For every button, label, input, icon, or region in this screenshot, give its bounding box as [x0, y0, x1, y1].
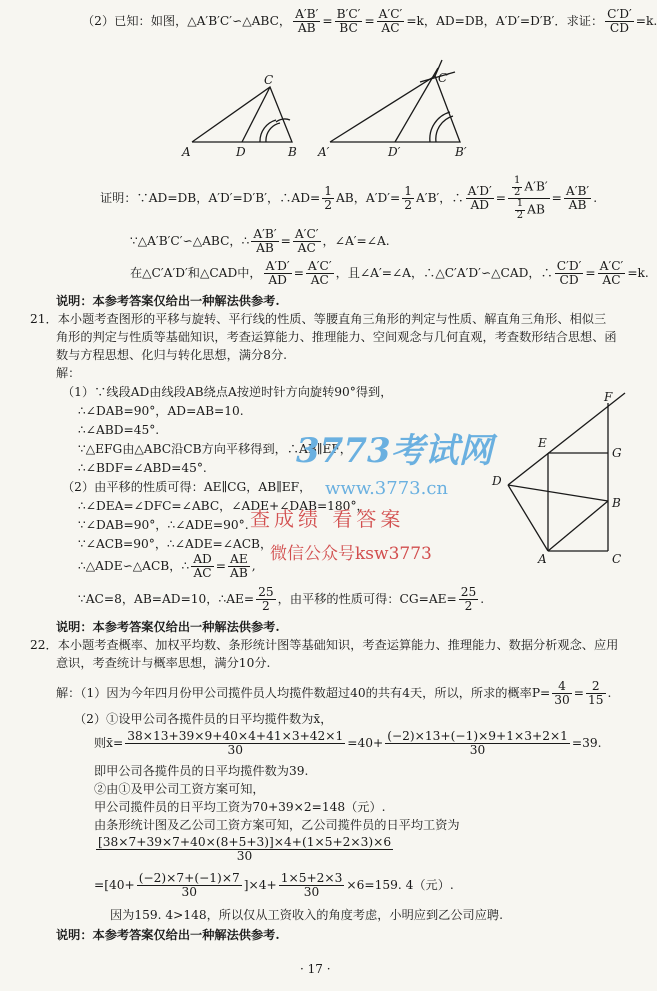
- note-2: 说明：本参考答案仅给出一种解法供参考.: [56, 620, 280, 634]
- q22-step: $\frac{[38\times 7+39\times 7+40\times(8+5+3)]\times 4+(1\times 5+2\times 3)\times 6}{30}$: [98, 835, 392, 863]
- q21-step: （2）由平移的性质可得：AE∥CG，AB∥EF，: [62, 480, 312, 494]
- q22-step: 解：（1）因为今年四月份甲公司揽件员人均揽件数超过40的共有4天，所以，所求的概率P= $\frac{4}{30}$ = $\frac{2}{15}$ .: [56, 679, 612, 707]
- label-a: A: [182, 145, 191, 159]
- q22-step: 由条形统计图及乙公司工资方案可知，乙公司揽件员的日平均工资为: [94, 818, 460, 832]
- fraction: $\frac{C'D'}{CD}$: [607, 7, 632, 35]
- q22-line-2: 意识，考查统计与概率思想，满分10分.: [56, 656, 271, 670]
- arc-mark: [266, 123, 280, 142]
- fraction: $\frac{A'C'}{AC}$: [378, 7, 403, 35]
- label-c: C: [612, 552, 622, 566]
- label-b1: B′: [455, 145, 467, 159]
- triangle-figures: [180, 60, 640, 170]
- q21-step: （1）∵线段AD由线段AB绕点A按逆时针方向旋转90°得到，: [62, 385, 393, 399]
- part2-intro: （2）已知：如图，△A′B′C′∽△ABC，: [82, 13, 292, 28]
- label-f: F: [604, 390, 613, 404]
- q22-step: =[40+ $\frac{(-2)\times 7+(-1)\times 7}{30}$ ]×4+ $\frac{1\times 5+2\times 3}{30}$ ×6=159. 4（元）.: [94, 871, 454, 899]
- label-a: A: [538, 552, 547, 566]
- triangle-a1b1c1: [330, 76, 460, 142]
- q22-step: 即甲公司各揽件员的日平均揽件数为39.: [94, 764, 309, 778]
- label-d1: D′: [388, 145, 401, 159]
- q22-step: ②由①及甲公司工资方案可知，: [94, 782, 265, 796]
- watermark-site: 3773考试网: [296, 431, 493, 471]
- note-1: 说明：本参考答案仅给出一种解法供参考.: [56, 294, 280, 308]
- q21-line-3: 数与方程思想、化归与转化思想，满分8分.: [56, 348, 288, 362]
- fraction: $\frac{A'B'}{AB}$: [295, 7, 319, 35]
- label-d: D: [492, 474, 502, 488]
- q21-line-1: 21．本小题考查图形的平移与旋转、平行线的性质、等腰直角三角形的判定与性质、解直角三角形、相似三: [30, 312, 607, 326]
- part2-statement: （2）已知：如图，△A′B′C′∽△ABC， $\frac{A'B'}{AB}$ = $\frac{B'C'}{BC}$ = $\frac{A'C'}{AC}$ =k，AD=DB，A′D′=D′B′．求证： $\frac{C'D'}{CD}$ =k.: [82, 7, 657, 35]
- label-c1: C′: [438, 71, 450, 85]
- q21-step: ∵△EFG由△ABC沿CB方向平移得到，∴AB∥EF，: [78, 442, 352, 456]
- label-a1: A′: [318, 145, 330, 159]
- proof-line-3: 在△C′A′D′和△CAD中， $\frac{A'D'}{AD}$ = $\frac{A'C'}{AC}$ ，且∠A′=∠A，∴△C′A′D′∽△CAD，∴ $\frac{C'D'}{CD}$ = $\frac{A'C'}{AC}$ =k.: [130, 259, 649, 287]
- triangle-abc: [192, 87, 292, 142]
- arc-mark: [436, 116, 453, 142]
- segment-ab: [548, 501, 608, 551]
- note-3: 说明：本参考答案仅给出一种解法供参考.: [56, 928, 280, 942]
- watermark-line-1: 查成绩 看答案: [250, 507, 405, 531]
- rotation-figure: [480, 385, 650, 570]
- q21-step: ∵∠ACB=90°，∴∠ADE=∠ACB，: [78, 537, 273, 551]
- q21-line-2: 角形的判定与性质等基础知识，考查运算能力、推理能力、空间观念与几何直观，考查数形结合思想、函: [56, 330, 617, 344]
- fraction: $\frac{B'C'}{BC}$: [336, 7, 361, 35]
- label-d: D: [236, 145, 246, 159]
- label-c: C: [264, 73, 274, 87]
- q21-step: ∵∠DAB=90°，∴∠ADE=90°.: [78, 518, 249, 532]
- segment-da: [508, 485, 548, 551]
- label-g: G: [612, 446, 622, 460]
- q22-line-1: 22．本小题考查概率、加权平均数、条形统计图等基础知识，考查运算能力、推理能力、数据分析观念、应用: [30, 638, 619, 652]
- q22-step: 因为159. 4>148，所以仅从工资收入的角度考虑，小明应到乙公司应聘.: [110, 908, 503, 922]
- q22-step: 甲公司揽件员的日平均工资为70+39×2=148（元）.: [94, 800, 386, 814]
- q21-step: ∴∠BDF=∠ABD=45°.: [78, 461, 207, 475]
- label-b: B: [288, 145, 297, 159]
- q22-step: （2）①设甲公司各揽件员的日平均揽件数为x̄，: [74, 712, 333, 726]
- q21-step: ∴∠DAB=90°，AD=AB=10.: [78, 404, 244, 418]
- label-b: B: [612, 496, 621, 510]
- arc-mark: [430, 112, 450, 142]
- segment-cd: [242, 87, 270, 142]
- q21-sol-label: 解：: [56, 366, 81, 380]
- proof-line-1: 证明：∵AD=DB，A′D′=D′B′，∴AD= $\frac{1}{2}$ AB，A′D′= $\frac{1}{2}$ A′B′，∴ $\frac{A'D'}{AD}$ = $\frac{1}{2}$ A′B′ $\frac{1}{2}$ AB = $\frac{A'B'}{AB}$ .: [100, 175, 598, 221]
- q21-step: ∴∠DEA=∠DFC=∠ABC，∠ADE+∠DAB=180°，: [78, 499, 369, 513]
- q22-step: 则x̄= $\frac{38\times 13+39\times 9+40\times 4+41\times 3+42\times 1}{30}$ =40+ $\frac{(-2)\times 13+(-1)\times 9+1\times 3+2\times 1}{30}$ =39.: [94, 729, 602, 757]
- watermark-url: www.3773.cn: [325, 478, 449, 499]
- segment-db: [508, 485, 608, 501]
- watermark-line-2: 微信公众号ksw3773: [270, 544, 432, 564]
- q21-step: ∴△ADE∽△ACB，∴ $\frac{AD}{AC}$ = $\frac{AE}{AB}$ ,: [78, 552, 256, 580]
- page-number: · 17 ·: [300, 962, 331, 976]
- label-e: E: [538, 436, 547, 450]
- q21-step: ∵AC=8，AB=AD=10，∴AE= $\frac{25}{2}$ ，由平移的性质可得：CG=AE= $\frac{25}{2}$ .: [78, 585, 485, 613]
- proof-line-2: ∵△A′B′C′∽△ABC，∴ $\frac{A'B'}{AB}$ = $\frac{A'C'}{AC}$ ，∠A′=∠A.: [130, 227, 390, 255]
- q21-step: ∴∠ABD=45°.: [78, 423, 160, 437]
